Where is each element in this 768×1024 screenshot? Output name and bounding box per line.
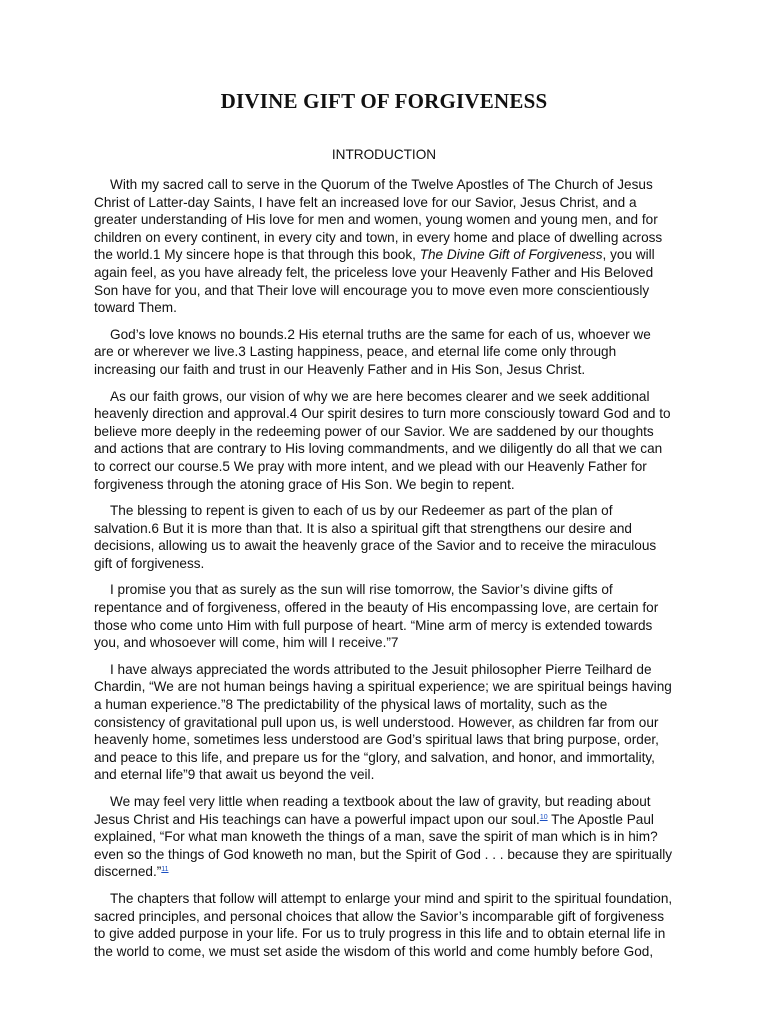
book-title: The Divine Gift of Forgiveness bbox=[419, 247, 603, 263]
paragraph-text: , you will again feel, as you have already felt, the priceless love your Heavenly Father and His Beloved Son have for you, and that Their love will encourage you to move even more conscientiously toward Them. bbox=[94, 247, 655, 316]
paragraph-text: With my sacred call to serve in the Quorum of the Twelve Apostles of The Church of Jesus Christ of Latter-day Saints, I have felt an increased love for our Savior, Jesus Christ, and a greater understanding of His love for men and women, young women and young men, and for children on every continent, in every city and town, in every home and place of dwelling across the world.1 My sincere hope is that through this book, bbox=[94, 177, 663, 263]
footnote-link-10[interactable]: 10 bbox=[539, 813, 548, 821]
paragraph-text: The Apostle Paul explained, “For what man knoweth the things of a man, save the spirit of man which is in him? even so the things of God knoweth no man, but the Spirit of God . . . because they are spiritually discerned.” bbox=[94, 811, 673, 880]
paragraph-3: As our faith grows, our vision of why we are here becomes clearer and we seek additional heavenly direction and approval.4 Our spirit desires to turn more consciously toward God and to believe more deeply in the redeeming power of our Savior. We are saddened by our thoughts and actions that are contrary to His loving commandments, and we diligently do all that we can to correct our course.5 We pray with more intent, and we plead with our Heavenly Father for forgiveness through the atoning grace of His Son. We begin to repent. bbox=[94, 388, 671, 492]
paragraph-1 bbox=[94, 176, 674, 317]
paragraph-6: I have always appreciated the words attributed to the Jesuit philosopher Pierre Teilhard de Chardin, “We are not human beings having a spiritual experience; we are spiritual beings having a human experience.”8 The predictability of the physical laws of mortality, such as the consistency of gravitational pull upon us, is well understood. However, as children far from our heavenly home, sometimes less understood are God’s spiritual laws that bring purpose, order, and peace to this life, and prepare us for the “glory, and salvation, and honor, and immortality, and eternal life”9 that await us beyond the veil. bbox=[94, 661, 672, 783]
footnote-link-11[interactable]: 11 bbox=[161, 866, 169, 874]
paragraph-5: I promise you that as surely as the sun will rise tomorrow, the Savior’s divine gifts of repentance and of forgiveness, offered in the beauty of His encompassing love, are certain for those who come unto Him with full purpose of heart. “Mine arm of mercy is extended towards you, and whosoever will come, him will I receive.”7 bbox=[94, 582, 659, 651]
paragraph-2: God’s love knows no bounds.2 His eternal truths are the same for each of us, whoever we are or wherever we live.3 Lasting happiness, peace, and eternal life come only through increasing our faith and trust in our Heavenly Father and in His Son, Jesus Christ. bbox=[94, 326, 651, 377]
section-heading: INTRODUCTION bbox=[331, 147, 437, 162]
paragraph-4: The blessing to repent is given to each of us by our Redeemer as part of the plan of salvation.6 But it is more than that. It is also a spiritual gift that strengthens our desire and decisions, allowing us to await the heavenly grace of the Savior and to receive the miraculous gift of forgiveness. bbox=[94, 503, 657, 571]
paragraph-7 bbox=[94, 793, 674, 881]
page-title: DIVINE GIFT OF FORGIVENESS bbox=[220, 89, 548, 113]
paragraph-text: We may feel very little when reading a textbook about the law of gravity, but reading about Jesus Christ and His teachings can have a powerful impact upon our soul. bbox=[94, 794, 651, 827]
paragraph-8: The chapters that follow will attempt to enlarge your mind and spirit to the spiritual foundation, sacred principles, and personal choices that allow the Savior’s incomparable gift of forgiveness to give added purpose in your life. For us to truly progress in this life and to obtain eternal life in the world to come, we must set aside the wisdom of this world and come humbly before God, bbox=[94, 890, 673, 959]
